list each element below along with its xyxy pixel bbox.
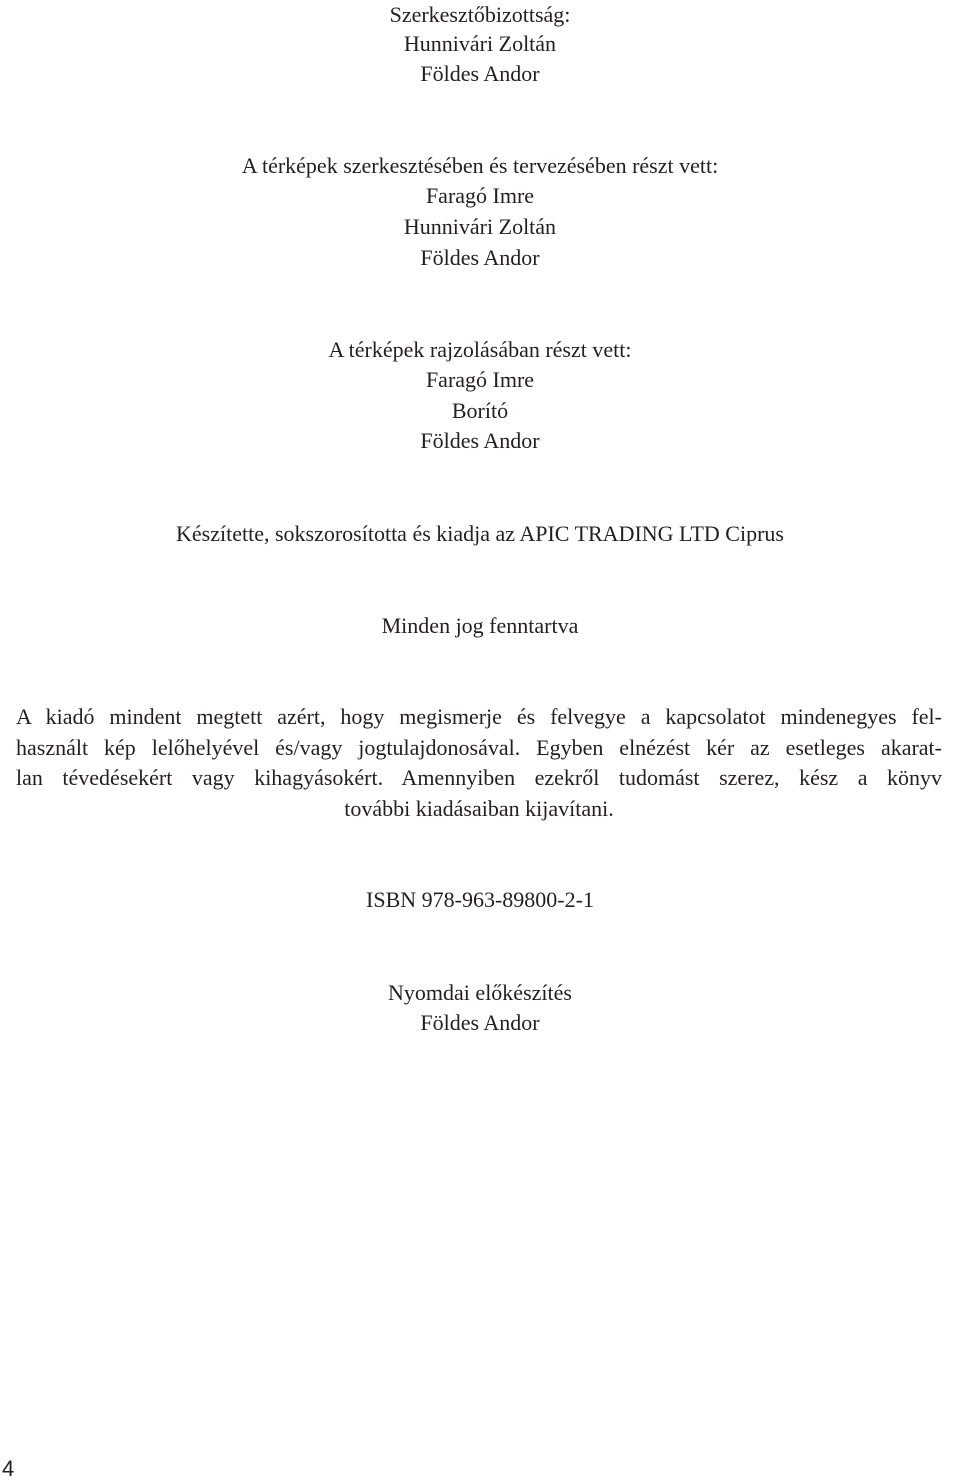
isbn: ISBN 978-963-89800-2-1 [366,887,594,912]
editorial-board-heading: Szerkesztőbizottság: [389,2,571,27]
map-editing-member: Földes Andor [420,245,540,270]
publisher-line: Készítette, sokszorosította és kiadja az APIC TRADING LTD Ciprus [176,521,784,546]
notice-line: használt kép lelőhelyével és/vagy jogtulajdonosával. Egyben elnézést kér az esetleges akarat- [16,734,942,760]
page-number: 4 [2,1456,15,1481]
editorial-board-member: Földes Andor [420,61,540,86]
map-drawing-member: Faragó Imre [425,367,535,392]
notice-paragraph [16,702,942,824]
cover-member: Földes Andor [420,428,540,453]
prepress-member: Földes Andor [420,1010,540,1035]
cover-heading: Borító [451,398,509,423]
notice-line: lan tévedésekért vagy kihagyásokért. Amennyiben ezekről tudomást szerez, kész a könyv [16,765,942,791]
map-editing-member: Hunnivári Zoltán [403,214,557,239]
map-drawing-heading: A térképek rajzolásában részt vett: [328,337,632,362]
editorial-board-member: Hunnivári Zoltán [403,31,557,56]
notice-line: további kiadásaiban kijavítani. [344,795,614,821]
map-editing-heading: A térképek szerkesztésében és tervezésében részt vett: [241,153,719,178]
rights-line: Minden jog fenntartva [381,613,579,638]
notice-line: A kiadó mindent megtett azért, hogy megismerje és felvegye a kapcsolatot mindenegyes fel- [16,704,942,729]
prepress-heading: Nyomdai előkészítés [388,980,572,1005]
map-editing-member: Faragó Imre [425,183,535,208]
